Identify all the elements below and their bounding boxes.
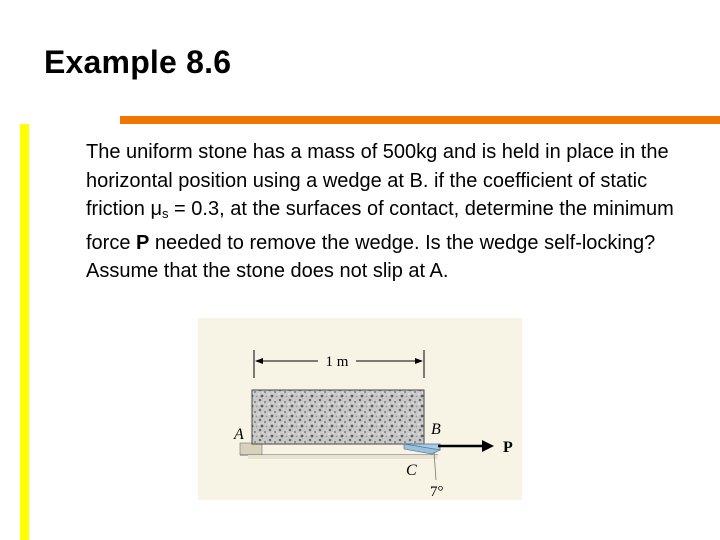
- title-accent-bar: [120, 116, 720, 124]
- figure-svg: [198, 318, 522, 500]
- stone-block: [252, 390, 424, 444]
- dimension-label: 1 m: [325, 354, 349, 370]
- label-p: P: [503, 439, 513, 456]
- mu-subscript: s: [162, 206, 169, 221]
- dimension-line: [254, 350, 424, 378]
- label-b: B: [431, 421, 441, 438]
- problem-statement: [86, 138, 686, 286]
- stone-wedge-figure: [198, 318, 522, 500]
- label-c: C: [406, 462, 417, 479]
- force-symbol: P: [136, 231, 150, 254]
- slide-title: Example 8.6: [44, 44, 232, 80]
- problem-text-part1: The uniform stone has a mass of 500kg and is held in place in the horizontal position using a wedge at B. if the coefficient of static friction: [86, 141, 669, 220]
- force-arrow-p: [438, 440, 494, 452]
- problem-text-part2: = 0.3, at the surfaces of contact, determine the minimum force: [86, 198, 674, 254]
- angle-label: 7°: [430, 484, 444, 500]
- label-a: A: [234, 426, 244, 443]
- mu-symbol: μ: [150, 198, 162, 220]
- side-accent-bar: [20, 124, 29, 540]
- problem-text-part3: needed to remove the wedge. Is the wedge self-locking? Assume that the stone does not slip at A.: [86, 231, 656, 282]
